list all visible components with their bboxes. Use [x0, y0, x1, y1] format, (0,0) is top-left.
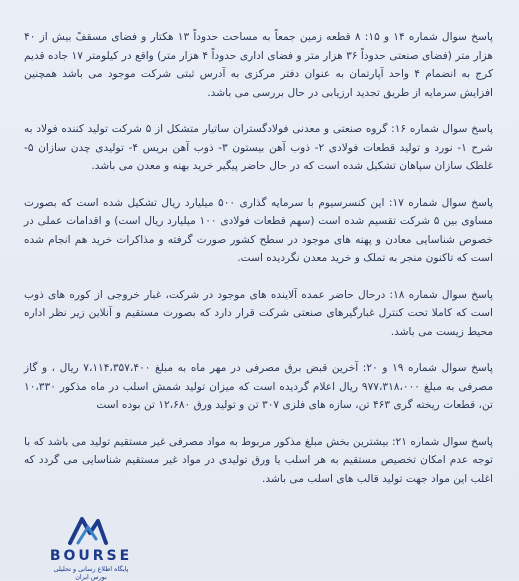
document-body	[24, 28, 493, 506]
answer-paragraph-16	[24, 120, 493, 176]
bourse-logo	[46, 513, 136, 581]
answer-paragraph-14-15	[24, 28, 493, 102]
answer-paragraph-18	[24, 286, 493, 342]
logo-subtitle: پایگاه اطلاع رسانی و تحلیلی بورس ایران	[53, 565, 129, 581]
answer-paragraph-19-20	[24, 359, 493, 415]
paragraph-text: پاسخ سوال شماره ۱۶: گروه صنعتی و معدنی فولادگستران ساتیار متشکل از ۵ شرکت تولید کننده فولاد به شرح ۱- نورد و تولید قطعات فولادی ۲- ذوب آهن بیستون ۳- ذوب آهن بریس ۴- تولیدی چدن سازان ۵- غلطک سازان سپاهان تشکیل شده است که در حال حاضر پیگیر خرید بهنه و معدن می باشد.	[24, 123, 493, 172]
paragraph-text: پاسخ سوال شماره ۱۸: درحال حاضر عمده آلاینده های موجود در شرکت، غبار خروجی از کوره های ذوب است که کاملا تحت کنترل غبارگیرهای صنعتی شرکت قرار دارد که بصورت مستقیم و آنلاین زیر نظر اداره محیط زیست می باشد.	[24, 288, 493, 338]
paragraph-text: پاسخ سوال شماره ۱۹ و ۲۰: آخرین قبض برق مصرفی در مهر ماه به مبلغ ۷،۱۱۴،۳۵۷،۴۰۰ ریال ، و گاز مصرفی به مبلغ ۹۷۷،۳۱۸،۰۰۰ ریال اعلام گردیده است که میزان تولید شمش اسلب در ماه مذکور ۱۰،۳۳۰ تن، قطعات ریخته گری ۴۶۳ تن، سازه های فلزی ۳۰۷ تن و تولید ورق ۱۲،۶۸۰ تن بوده است	[24, 362, 493, 411]
paragraph-text: پاسخ سوال شماره ۲۱: بیشترین بخش مبلغ مذکور مربوط به مواد مصرفی غیر مستقیم تولید می باشد که با توجه عدم امکان تخصیص مستقیم به هر اسلب یا ورق تولیدی در مواد غیر مستقیم شناسایی می گردد که اغلب این مواد جهت تولید قالب های اسلب می باشد.	[24, 435, 493, 485]
logo-wordmark: BOURSE	[49, 548, 133, 564]
paragraph-text: پاسخ سوال شماره ۱۷: این کنسرسیوم با سرمایه گذاری ۵۰۰ میلیارد ریال تشکیل شده است که بصورت مساوی بین ۵ شرکت تقسیم شده است (سهم قطعات فولادی ۱۰۰ میلیارد ریال است) و اقدامات عملی در خصوص شناسایی معادن و پهنه های موجود در سطح کشور صورت گرفته و مذاکرات خرید هم انجام شده است که تاکنون منجر به تملک و خرید معدن نگردیده است.	[24, 196, 494, 264]
paragraph-text: پاسخ سوال شماره ۱۴ و ۱۵: ۸ قطعه زمین جمعاً به مساحت حدوداً ۱۳ هکتار و فضای مسقفً بیش از ۴۰ هزار متر (فضای صنعتی حدوداً ۳۶ هزار متر و فضای اداری حدوداً ۴ هزار متر) واقع در کیلومتر ۱۷ جاده قدیم کرج به انضمام ۴ واحد آپارتمان به عنوان دفتر مرکزی به آدرس ثبتی شرکت موجود می باشد همچنین افزایش سرمایه از طریق تجدید ارزیابی در حال بررسی می باشد.	[24, 31, 494, 99]
answer-paragraph-17	[24, 194, 493, 268]
bourse-logo-mark-icon	[64, 513, 112, 549]
answer-paragraph-21	[24, 433, 493, 489]
